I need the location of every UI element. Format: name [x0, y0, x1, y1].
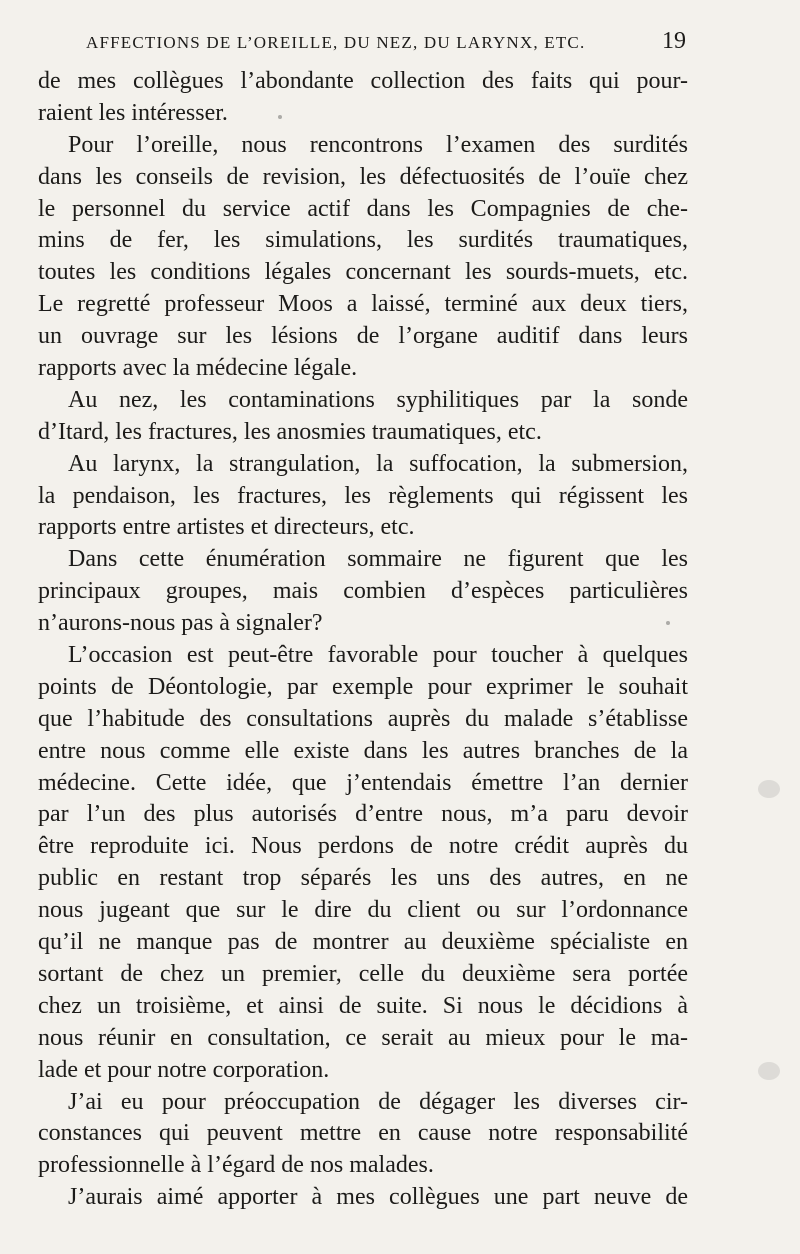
text-line: lade et pour notre corporation.	[38, 1056, 330, 1083]
text-line: Pour l’oreille, nous rencontrons l’examen des surdités	[68, 131, 688, 158]
text-line: J’ai eu pour préoccupation de dégager les diverses cir-	[68, 1088, 688, 1115]
text-line: mins de fer, les simulations, les surdités traumatiques,	[38, 227, 688, 254]
text-line: nous jugeant que sur le dire du client ou sur l’ordonnance	[38, 897, 688, 924]
text-line: chez un troisième, et ainsi de suite. Si nous le décidions à	[38, 992, 688, 1019]
text-line: L’occasion est peut-être favorable pour toucher à quelques	[68, 642, 688, 669]
text-line: de mes collègues l’abondante collection des faits qui pour-	[38, 68, 688, 94]
text-line: raient les intéresser.	[38, 99, 228, 126]
text-line: constances qui peuvent mettre en cause notre responsabilité	[38, 1120, 688, 1147]
text-line: Au larynx, la strangulation, la suffocation, la submersion,	[68, 450, 688, 477]
page-number: 19	[662, 28, 686, 54]
text-line: J’aurais aimé apporter à mes collègues une part neuve de	[68, 1184, 688, 1211]
text-line: rapports entre artistes et directeurs, etc.	[38, 514, 415, 541]
text-line: dans les conseils de revision, les défectuosités de l’ouïe chez	[38, 163, 688, 190]
text-line: par l’un des plus autorisés d’entre nous, m’a paru devoir	[38, 801, 688, 828]
text-line: public en restant trop séparés les uns des autres, en ne	[38, 865, 688, 892]
text-line: rapports avec la médecine légale.	[38, 355, 358, 382]
text-line: que l’habitude des consultations auprès du malade s’établisse	[38, 705, 688, 732]
running-head	[86, 30, 686, 56]
text-line: principaux groupes, mais combien d’espèces particulières	[38, 578, 688, 605]
text-line: un ouvrage sur les lésions de l’organe auditif dans leurs	[38, 323, 688, 350]
text-line: entre nous comme elle existe dans les autres branches de la	[38, 737, 688, 764]
text-line: Le regretté professeur Moos a laissé, terminé aux deux tiers,	[38, 291, 688, 318]
text-line: la pendaison, les fractures, les règlements qui régissent les	[38, 482, 688, 509]
text-line: Dans cette énumération sommaire ne figurent que les	[68, 546, 688, 573]
ink-speck	[278, 115, 282, 119]
text-line: qu’il ne manque pas de montrer au deuxième spécialiste en	[38, 929, 688, 956]
text-line: toutes les conditions légales concernant les sourds-muets, etc.	[38, 259, 688, 286]
body-text	[38, 66, 688, 1214]
text-line: médecine. Cette idée, que j’entendais émettre l’an dernier	[38, 769, 688, 796]
text-line: points de Déontologie, par exemple pour exprimer le souhait	[38, 673, 688, 700]
paper-stain	[758, 1062, 780, 1080]
ink-speck	[666, 621, 670, 625]
text-line: Au nez, les contaminations syphilitiques par la sonde	[68, 386, 688, 413]
text-line: d’Itard, les fractures, les anosmies traumatiques, etc.	[38, 418, 542, 445]
text-line: être reproduite ici. Nous perdons de notre crédit auprès du	[38, 833, 688, 860]
text-line: nous réunir en consultation, ce serait au mieux pour le ma-	[38, 1024, 688, 1051]
text-line: professionnelle à l’égard de nos malades.	[38, 1152, 434, 1179]
paper-stain	[758, 780, 780, 798]
text-line: sortant de chez un premier, celle du deuxième sera portée	[38, 960, 688, 987]
text-line: le personnel du service actif dans les Compagnies de che-	[38, 195, 688, 222]
text-line: n’aurons-nous pas à signaler?	[38, 610, 323, 637]
running-title: AFFECTIONS DE L’OREILLE, DU NEZ, DU LARYNX, ETC.	[86, 33, 586, 52]
